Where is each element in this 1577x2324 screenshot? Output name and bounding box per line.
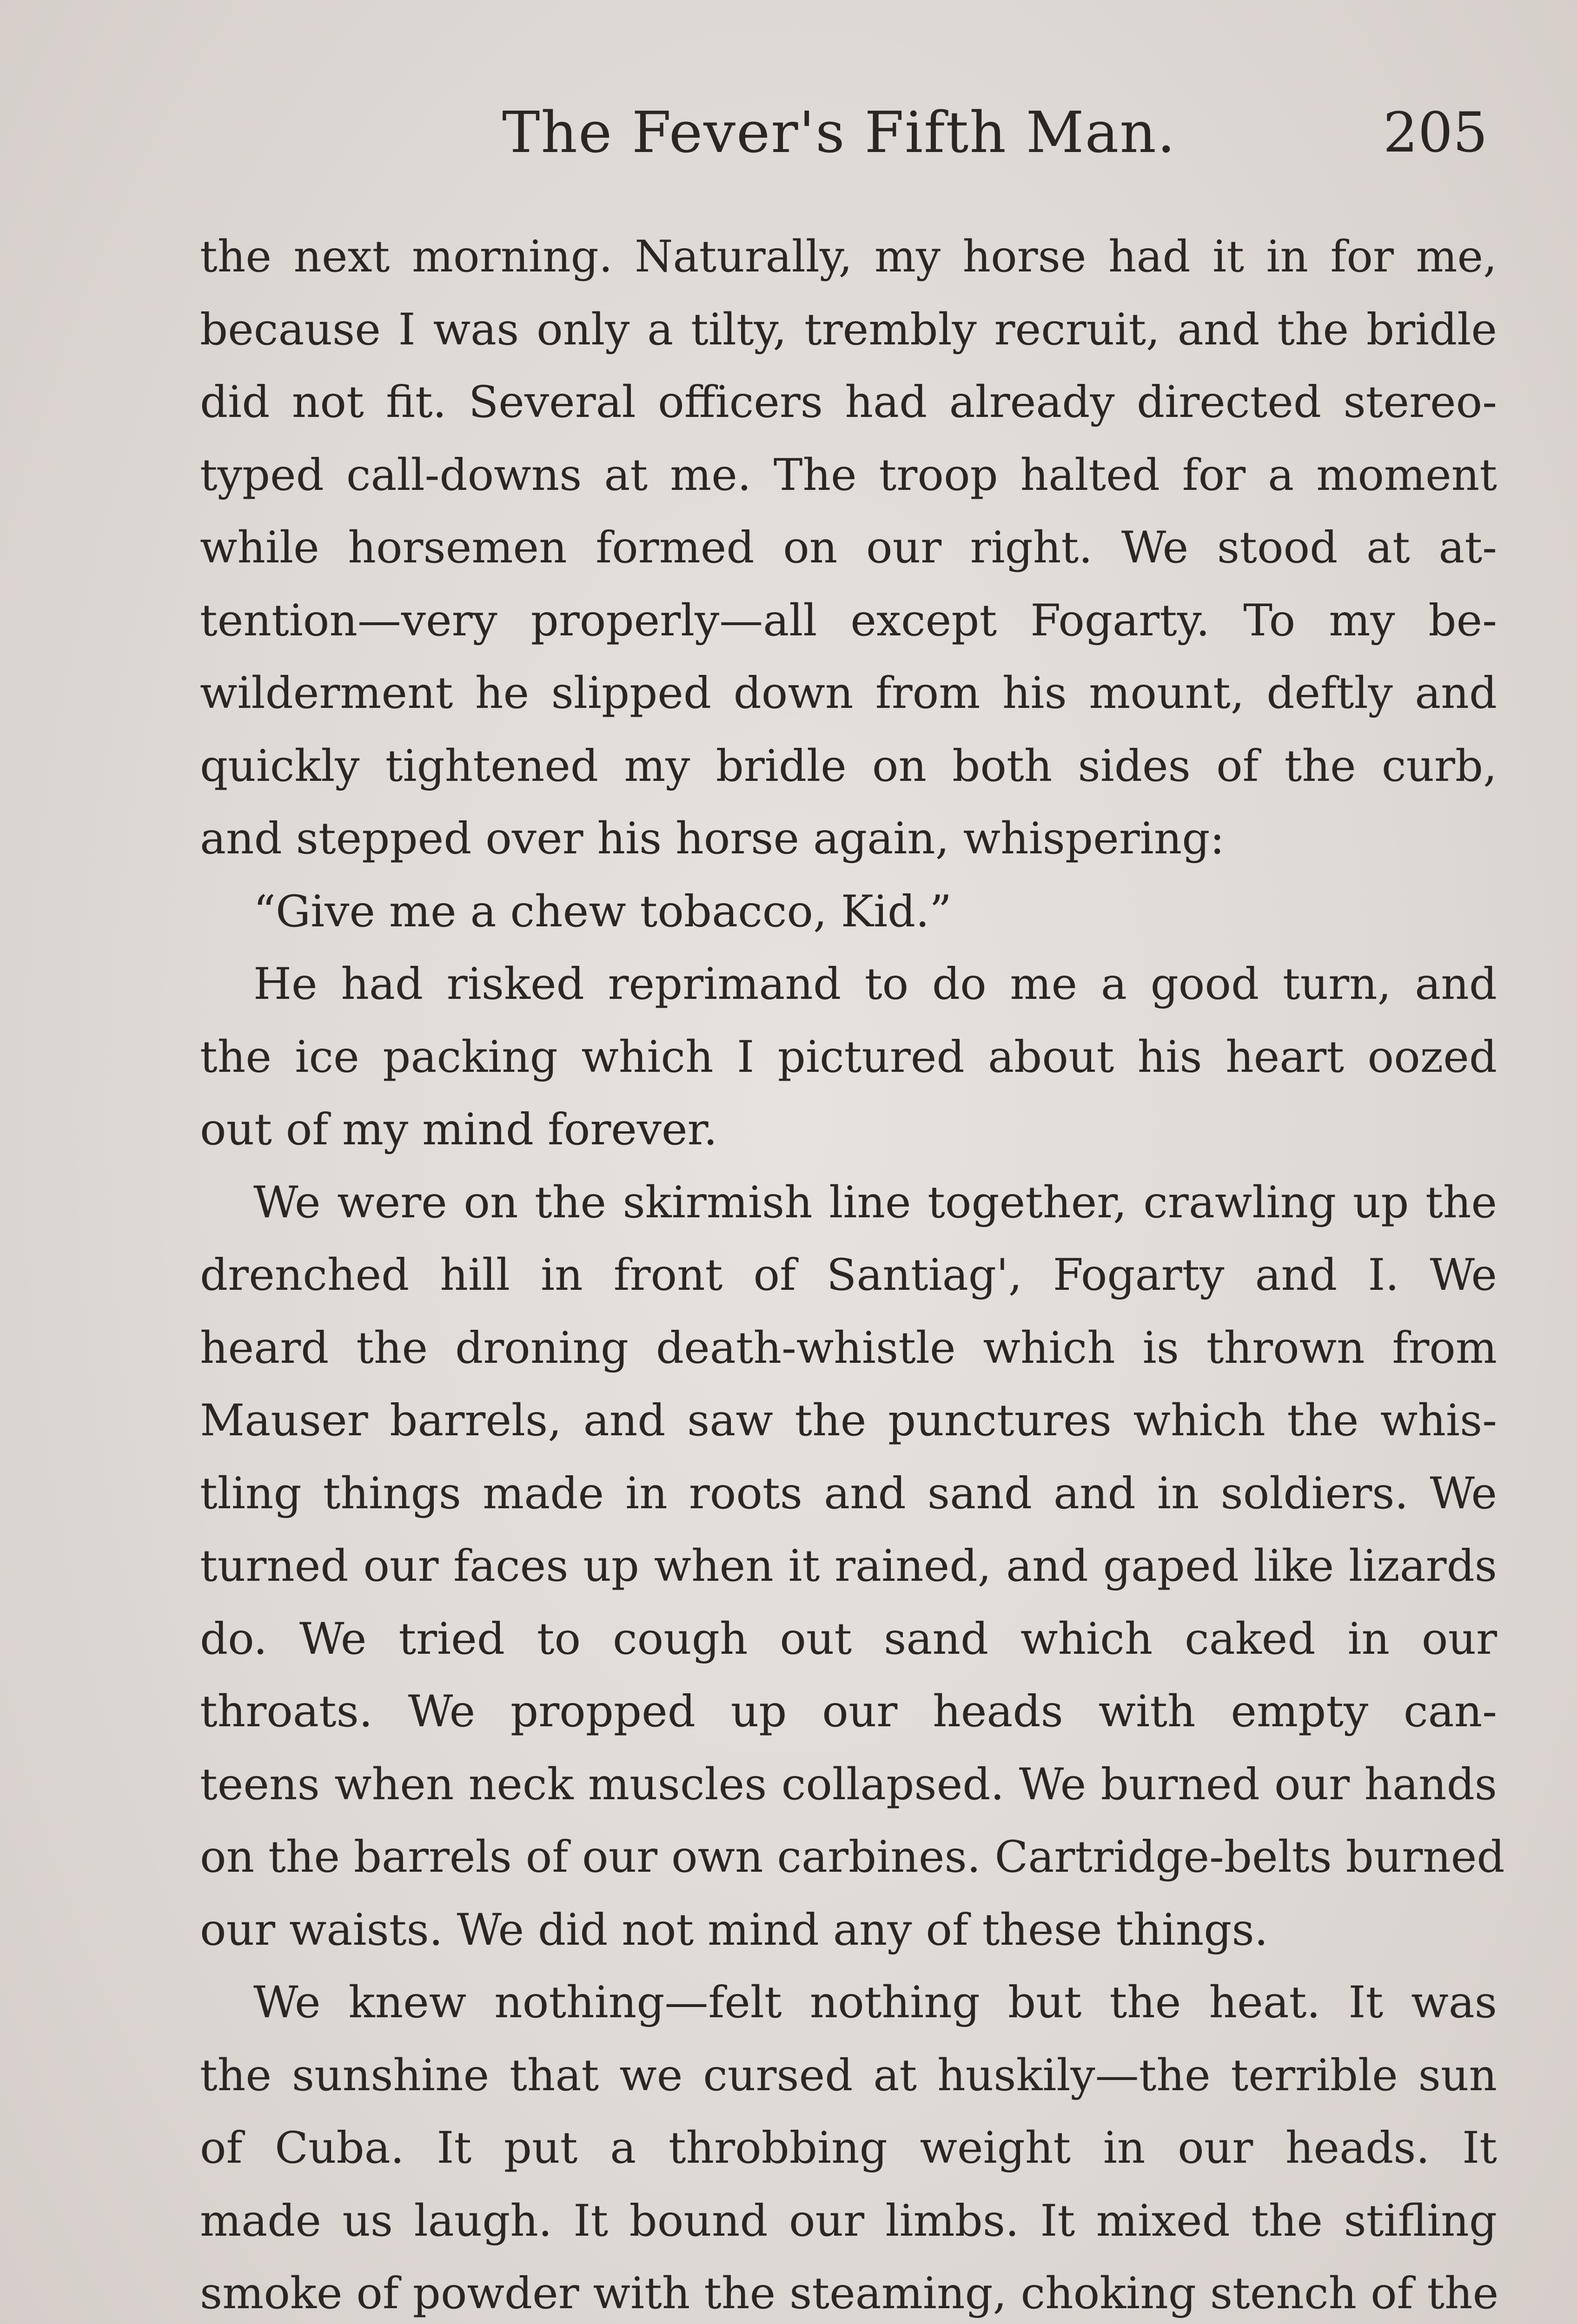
text-line: the next morning. Naturally, my horse had it in for me, [200, 231, 1497, 282]
text-line: We were on the skirmish line together, crawling up the [253, 1177, 1497, 1228]
text-line: drenched hill in front of Santiag', Fogarty and I. We [200, 1250, 1497, 1301]
text-line: while horsemen formed on our right. We stood at at- [200, 522, 1497, 573]
page-number: 205 [1383, 100, 1488, 165]
text-line: quickly tightened my bridle on both sides of the curb, [200, 740, 1497, 792]
text-line: the ice packing which I pictured about his heart oozed [200, 1031, 1497, 1083]
text-line: throats. We propped up our heads with empty can- [200, 1686, 1497, 1737]
text-line: turned our faces up when it rained, and gaped like lizards [200, 1541, 1497, 1591]
text-line: and stepped over his horse again, whispering: [200, 813, 1225, 864]
text-line: We knew nothing—felt nothing but the heat. It was [253, 1977, 1497, 2028]
text-line: made us laugh. It bound our limbs. It mixed the stifling [200, 2195, 1497, 2246]
running-head [502, 93, 1506, 172]
text-line: He had risked reprimand to do me a good turn, and [253, 959, 1497, 1010]
text-line: typed call-downs at me. The troop halted for a moment [200, 449, 1497, 501]
text-line: the sunshine that we cursed at huskily—the terrible sun [200, 2050, 1497, 2101]
text-line: Mauser barrels, and saw the punctures which the whis- [200, 1395, 1497, 1446]
text-line: tention—very properly—all except Fogarty. To my be- [200, 595, 1497, 646]
running-title: The Fever's Fifth Man. [502, 99, 1176, 165]
text-line: tling things made in roots and sand and in soldiers. We [200, 1468, 1497, 1519]
text-line: do. We tried to cough out sand which caked in our [200, 1613, 1497, 1664]
text-line: “Give me a chew tobacco, Kid.” [253, 886, 952, 937]
text-line: our waists. We did not mind any of these things. [200, 1904, 1268, 1955]
text-line: smoke of powder with the steaming, choking stench of the [200, 2268, 1499, 2319]
text-line: out of my mind forever. [200, 1104, 718, 1155]
body-text [200, 221, 1505, 2324]
text-line: teens when neck muscles collapsed. We burned our hands [200, 1759, 1497, 1810]
text-line: because I was only a tilty, trembly recruit, and the bridle [200, 304, 1497, 355]
text-line: on the barrels of our own carbines. Cartridge-belts burned [200, 1832, 1505, 1882]
text-line: of Cuba. It put a throbbing weight in our heads. It [200, 2123, 1497, 2173]
text-line: heard the droning death-whistle which is thrown from [200, 1322, 1497, 1373]
text-line: did not fit. Several officers had already directed stereo- [200, 377, 1497, 428]
text-line: wilderment he slipped down from his mount, deftly and [200, 668, 1497, 719]
